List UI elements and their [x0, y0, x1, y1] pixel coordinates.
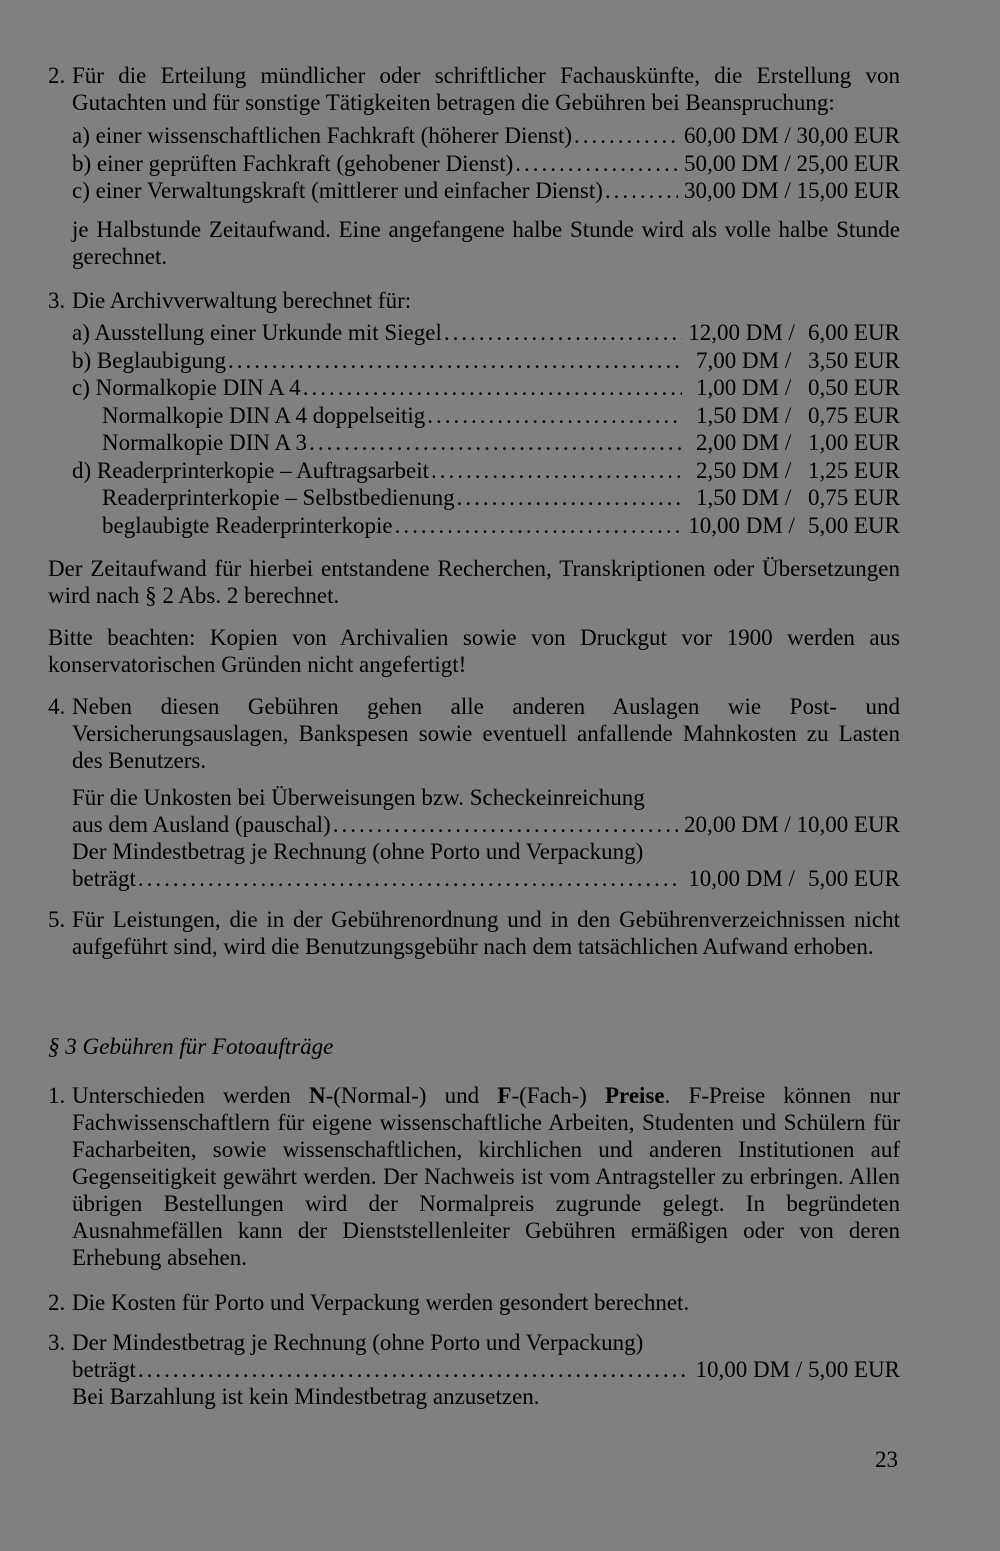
- amount-dm: 2,50 DM /: [696, 457, 792, 483]
- row-label: beträgt: [72, 866, 136, 891]
- row-amount: [682, 484, 900, 511]
- row-amount: 60,00 DM / 30,00 EUR: [684, 123, 900, 148]
- amount-dm: 1,50 DM /: [696, 485, 792, 510]
- fee-row: [72, 150, 900, 177]
- row-label: beträgt: [72, 1357, 136, 1382]
- mindest-line: Der Mindestbetrag je Rechnung (ohne Porto und Verpackung): [72, 839, 644, 864]
- unkosten-line: Für die Unkosten bei Überweisungen bzw. Scheckeinreichung: [72, 785, 645, 810]
- amount-eur: 1,25 EUR: [808, 457, 900, 483]
- amount-eur: 3,50 EUR: [808, 347, 900, 373]
- amount-dm: 1,50 DM /: [696, 402, 792, 428]
- leader-dots: [333, 811, 678, 838]
- row-label: Normalkopie DIN A 4 doppelseitig: [102, 402, 426, 428]
- row-label: a) einer wissenschaftlichen Fachkraft (höherer Dienst): [72, 123, 573, 148]
- price-row: [72, 374, 900, 401]
- row-label: a) Ausstellung einer Urkunde mit Siegel: [72, 320, 442, 345]
- item-text: Die Archivverwaltung berechnet für:: [72, 288, 412, 313]
- price-row: [72, 347, 900, 374]
- row-amount: [682, 347, 900, 374]
- bold-f: F: [497, 1083, 512, 1108]
- leader-dots: [395, 512, 683, 539]
- row-amount: [682, 319, 900, 346]
- amount-dm: 12,00 DM /: [688, 320, 795, 345]
- item-text: Der Mindestbetrag je Rechnung (ohne Porto und Verpackung): [72, 1330, 644, 1355]
- row-label: b) einer geprüften Fachkraft (gehobener Dienst): [72, 150, 514, 176]
- item-text: Neben diesen Gebühren gehen alle anderen Auslagen wie Post- und Versicherungsauslagen, Bankspesen sowie eventuell anfallende Mahnkosten zu Lasten des Benutzers.: [72, 694, 900, 773]
- row-amount: [682, 429, 900, 456]
- amount-dm: 2,00 DM /: [696, 430, 792, 455]
- amount-dm: 1,00 DM /: [696, 375, 792, 400]
- list-item-5: [48, 906, 900, 960]
- amount-eur: 0,75 EUR: [808, 485, 900, 510]
- price-row: [72, 402, 900, 429]
- leader-dots: [457, 484, 683, 511]
- amount-eur: 0,75 EUR: [808, 402, 900, 428]
- leader-dots: [605, 177, 678, 204]
- list-item-4: [48, 693, 900, 774]
- s3-list-item-3: [48, 1329, 900, 1356]
- item-text: Die Kosten für Porto und Verpackung werden gesondert berechnet.: [72, 1290, 690, 1315]
- amount-dm: 10,00 DM /: [688, 866, 795, 891]
- leader-dots: [138, 1356, 690, 1383]
- fee-row: [72, 177, 900, 204]
- row-amount: 10,00 DM / 5,00 EUR: [695, 1357, 900, 1382]
- s3-list-item-1: [48, 1082, 900, 1271]
- leader-dots: [228, 347, 682, 374]
- row-amount: [682, 865, 900, 892]
- unkosten-row: [72, 811, 900, 838]
- price-row: [72, 484, 900, 511]
- amount-dm: 10,00 DM /: [688, 512, 795, 538]
- leader-dots: [444, 319, 682, 346]
- leader-dots: [309, 429, 682, 456]
- price-row: [72, 429, 900, 456]
- amount-eur: 5,00 EUR: [808, 866, 900, 891]
- item-text: Für die Erteilung mündlicher oder schriftlicher Fachauskünfte, die Erstellung von Gutachten und für sonstige Tätigkeiten betragen die Gebühren bei Beanspruchung:: [72, 63, 900, 115]
- list-item-2: [48, 62, 900, 116]
- leader-dots: [138, 865, 682, 892]
- halfhour-paragraph: [48, 216, 900, 270]
- row-amount: 30,00 DM / 15,00 EUR: [684, 178, 900, 203]
- row-label: Normalkopie DIN A 3: [102, 430, 308, 455]
- row-amount: [682, 512, 900, 539]
- item-number: 2.: [48, 63, 66, 88]
- price-row: [72, 512, 900, 539]
- item-number: 3.: [48, 1330, 66, 1355]
- row-label: c) einer Verwaltungskraft (mittlerer und einfacher Dienst): [72, 178, 603, 203]
- section-heading: § 3 Gebühren für Fotoaufträge: [48, 1034, 334, 1059]
- bold-n: N: [308, 1083, 326, 1108]
- item-number: 1.: [48, 1083, 66, 1108]
- bitte-paragraph: Bitte beachten: Kopien von Archivalien sowie von Druckgut vor 1900 werden aus konservatorischen Gründen nicht angefertigt!: [48, 625, 900, 677]
- amount-eur: 6,00 EUR: [808, 320, 900, 345]
- barzahlung-line: Bei Barzahlung ist kein Mindestbetrag anzusetzen.: [72, 1384, 540, 1409]
- price-row: [72, 319, 900, 346]
- leader-dots: [431, 457, 682, 484]
- text-run: . F-Preise können nur Fachwissenschaftlern für eigene wissenschaftliche Arbeiten, Studenten und Schülern für Facharbeiten, sowie wissenschaftlichen, kirchlichen und anderen Institutionen auf Gegenseitigkeit gewährt werden. Der Nachweis ist vom Antragsteller zu erbringen. Allen übrigen Bestellungen wird der Normalpreis zugrunde gelegt. In begründeten Ausnahmefällen kann der Dienststellenleiter Gebühren ermäßigen oder von deren Erhebung absehen.: [72, 1083, 900, 1270]
- amount-dm: 7,00 DM /: [696, 347, 792, 373]
- leader-dots: [515, 150, 678, 177]
- page-number: 23: [875, 1447, 898, 1472]
- zeitaufwand-paragraph: Der Zeitaufwand für hierbei entstandene Recherchen, Transkriptionen oder Übersetzungen wird nach § 2 Abs. 2 berechnet.: [48, 556, 900, 608]
- bold-preise: Preise: [605, 1083, 665, 1108]
- item-number: 5.: [48, 907, 66, 932]
- item-number: 4.: [48, 694, 66, 719]
- text-run: -(Normal-) und: [325, 1083, 498, 1108]
- item-text: Für Leistungen, die in der Gebührenordnung und in den Gebührenverzeichnissen nicht aufgeführt sind, wird die Benutzungsgebühr nach dem tatsächlichen Aufwand erhoben.: [72, 907, 900, 959]
- leader-dots: [303, 374, 683, 401]
- row-label: c) Normalkopie DIN A 4: [72, 375, 301, 400]
- row-amount: 50,00 DM / 25,00 EUR: [684, 150, 900, 176]
- mindest-row: [72, 865, 900, 892]
- row-amount: [682, 374, 900, 401]
- row-amount: [682, 402, 900, 429]
- row-label: b) Beglaubigung: [72, 347, 226, 373]
- row-label: d) Readerprinterkopie – Auftragsarbeit: [72, 457, 430, 483]
- amount-eur: 0,50 EUR: [808, 375, 900, 400]
- list-item-3: [48, 287, 900, 314]
- row-label: beglaubigte Readerprinterkopie: [102, 512, 393, 538]
- text-run: Unterschieden werden: [72, 1083, 309, 1108]
- leader-dots: [574, 122, 678, 149]
- row-label: aus dem Ausland (pauschal): [72, 812, 331, 837]
- row-label: Readerprinterkopie – Selbstbedienung: [102, 485, 455, 510]
- text-run: -(Fach-): [511, 1083, 605, 1108]
- paragraph-text: je Halbstunde Zeitaufwand. Eine angefangene halbe Stunde wird als volle halbe Stunde gerechnet.: [72, 217, 900, 269]
- s3-mindest-row: [72, 1356, 900, 1383]
- row-amount: [682, 457, 900, 484]
- price-row: [72, 457, 900, 484]
- s3-list-item-2: [48, 1289, 900, 1316]
- amount-eur: 1,00 EUR: [808, 430, 900, 455]
- item-number: 2.: [48, 1290, 66, 1315]
- item-number: 3.: [48, 288, 66, 313]
- leader-dots: [427, 402, 682, 429]
- item-text: [72, 1082, 900, 1271]
- fee-row: [72, 122, 900, 149]
- row-amount: 20,00 DM / 10,00 EUR: [684, 812, 900, 837]
- amount-eur: 5,00 EUR: [808, 512, 900, 538]
